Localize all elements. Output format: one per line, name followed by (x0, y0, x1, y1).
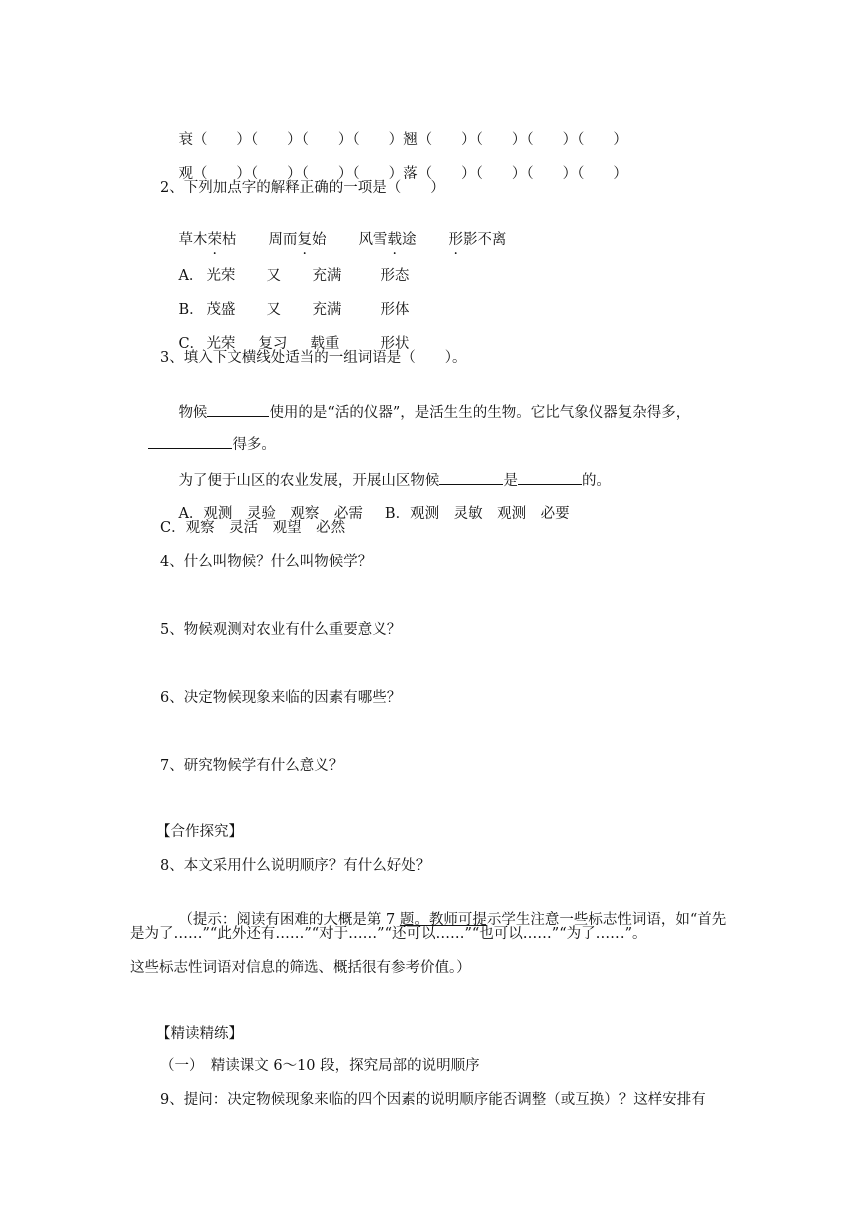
q2-phrase-3: 风雪载途 (358, 232, 417, 248)
question-8: 8、本文采用什么说明顺序？有什么好处？ (160, 858, 431, 874)
q2-phrase-1: 草木荣枯 (178, 232, 237, 248)
q2-option-b: B． 茂盛 又 充满 形体 (178, 302, 410, 318)
underlined-text: 题。教师可提 (399, 912, 487, 928)
answer-blank (148, 434, 232, 449)
answer-blank (518, 470, 582, 485)
question-9: 9、提问：决定物候现象来临的四个因素的说明顺序能否调整（或互换）？这样安排有 (160, 1092, 706, 1108)
q3-options-ab: A．观测 灵验 观察 必需 B．观测 灵敏 观测 必要 (178, 506, 570, 522)
section-heading-read: 【精读精练】 (156, 1026, 243, 1042)
subsection-1: （一） 精读课文 6～10 段，探究局部的说明顺序 (160, 1058, 480, 1074)
dotted-char: 形 (448, 232, 463, 248)
question-5: 5、物候观测对农业有什么重要意义？ (160, 622, 402, 638)
fill-row-2-left: 观（ ）（ ）（ ）（ ） (178, 166, 404, 182)
q3-passage-line-1: 物候 使用的是“活的仪器”，是活生生的生物。它比气象仪器复杂得多， (160, 382, 690, 443)
question-4: 4、什么叫物候？什么叫物候学？ (160, 554, 373, 570)
dotted-char: 复 (297, 232, 312, 248)
fill-row-2-right: 落（ ）（ ）（ ）（ ） (403, 166, 628, 182)
question-6: 6、决定物候现象来临的因素有哪些？ (160, 690, 402, 706)
answer-blank (439, 470, 503, 485)
q2-phrase-2: 周而复始 (268, 232, 327, 248)
fill-row-1-left: 衰（ ）（ ）（ ）（ ） (178, 132, 404, 148)
q2-option-a: A． 光荣 又 充满 形态 (178, 268, 410, 284)
q3-passage-line-3: 为了便于山区的农业发展，开展山区物候 是 的。 (160, 450, 611, 511)
q2-phrase-4: 形影不离 (448, 232, 507, 248)
hint-line-3: 这些标志性词语对信息的筛选、概括很有参考价值。） (130, 960, 471, 976)
q3-passage-line-2: 得多。 (130, 414, 276, 475)
question-7: 7、研究物候学有什么意义？ (160, 758, 344, 774)
hint-line-1: （提示：阅读有困难的大概是第 7 题。教师可提示学生注意一些标志性词语，如“首先 (178, 912, 727, 928)
dotted-char: 载 (387, 232, 402, 248)
section-heading-coop: 【合作探究】 (156, 824, 243, 840)
q2-option-c: C． 光荣 复习 载重 形状 (178, 336, 410, 352)
fill-row-1-right: 翘（ ）（ ）（ ）（ ） (403, 132, 628, 148)
question-2: 2、下列加点字的解释正确的一项是（ ） (160, 180, 445, 196)
question-3: 3、填入下文横线处适当的一组词语是（ ）。 (160, 350, 467, 366)
q3-option-c: C．观察 灵活 观望 必然 (160, 520, 346, 536)
hint-line-2: 是为了……”“此外还有……”“对于……”“还可以……”“也可以……”“为了……”。 (130, 926, 647, 942)
dotted-char: 荣 (207, 232, 222, 248)
